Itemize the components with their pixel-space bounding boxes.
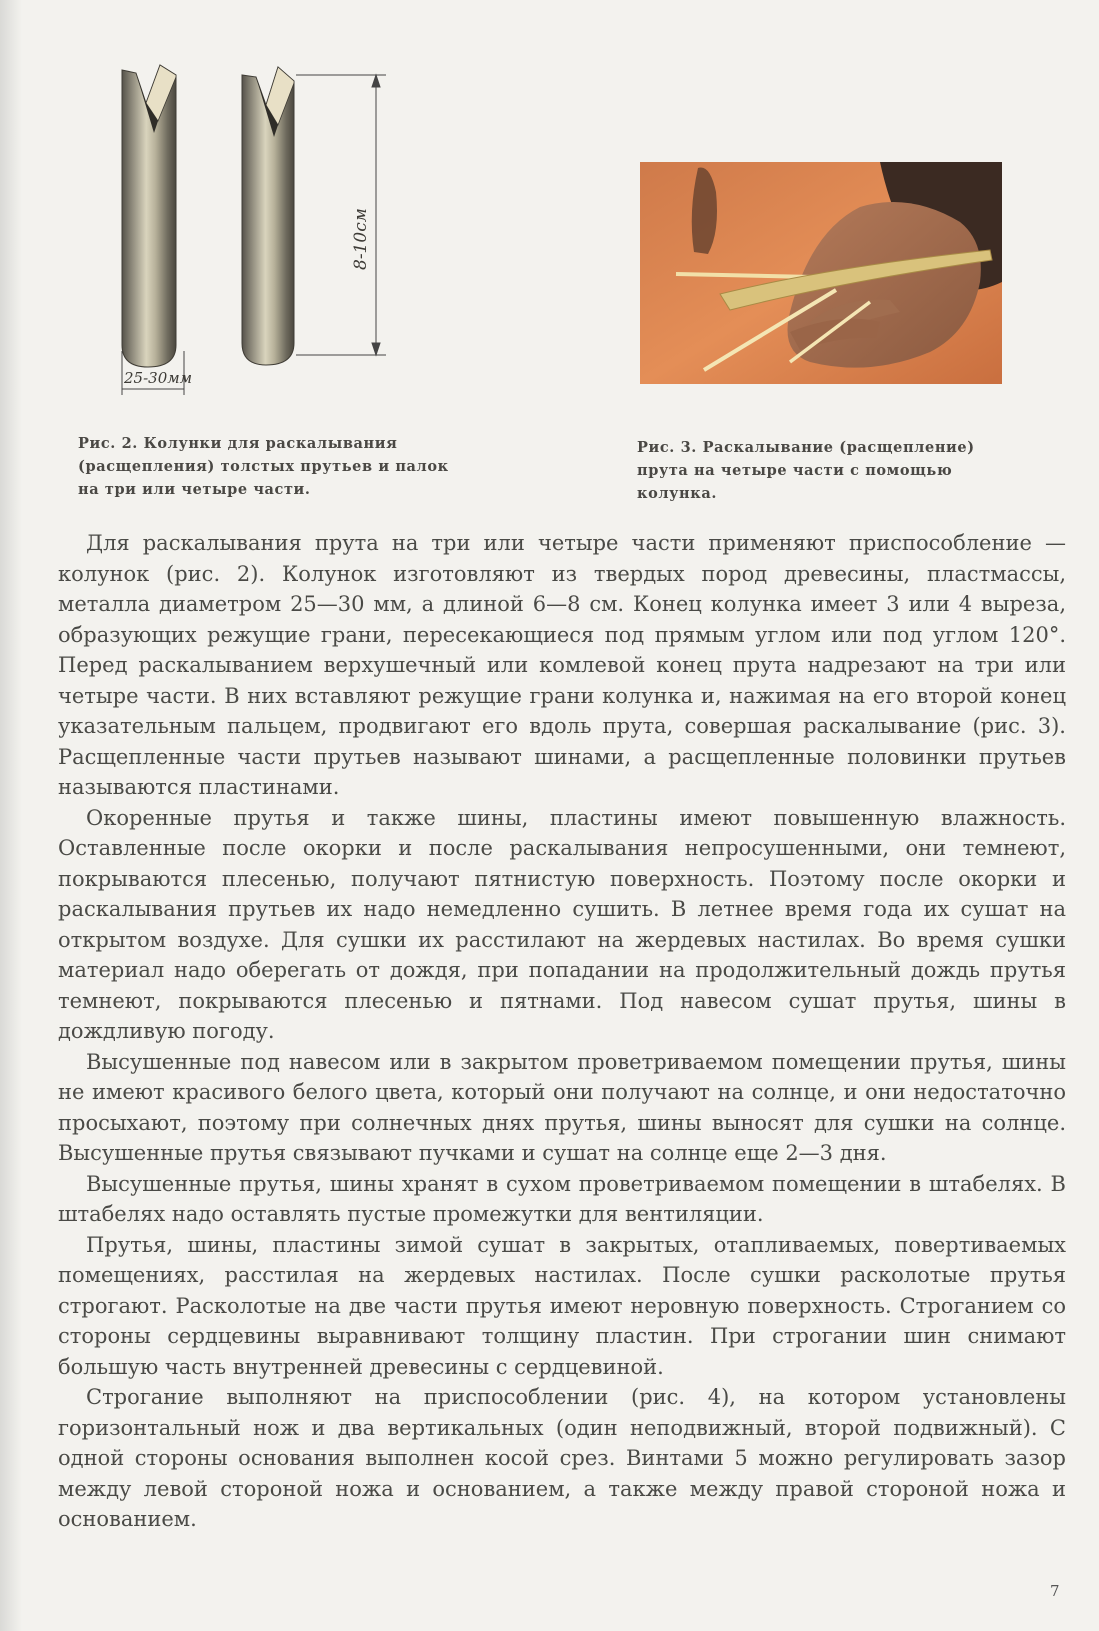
paragraph: Строгание выполняют на приспособлении (рис. 4), на котором установлены горизонтальный нож и два вертикальных (один неподвижный, второй подвижный). С одной стороны основания выполнен косой срез. Винтами 5 можно регулировать зазор между левой стороной ножа и основанием, а также между правой стороной ножа и основанием. — [58, 1385, 1066, 1531]
paragraph: Высушенные под навесом или в закрытом проветриваемом помещении прутья, шины не имеют красивого белого цвета, который они получают на солнце, и они недостаточно просыхают, поэтому при солнечных днях прутья, шины выносят для сушки на солнце. Высушенные прутья связывают пучками и сушат на солнце еще 2—3 дня. — [58, 1049, 1066, 1165]
figure-3-caption: Рис. 3. Раскалывание (расщепление) прута на четыре части с помощью колунка. — [637, 439, 975, 502]
width-dimension-label: 25-30мм — [124, 369, 193, 387]
paragraph: Окоренные прутья и также шины, пластины имеют повышенную влажность. Оставленные после окорки и после раскалывания непросушенными, они темнеют, покрываются плесенью, получают пятнистую поверхность. Поэтому после окорки и раскалывания прутьев их надо немедленно сушить. В летнее время года их сушат на открытом воздухе. Для сушки их расстилают на жердевых настилах. Во время сушки материал надо оберегать от дождя, при попадании на продолжительный дождь прутья темнеют, покрываются плесенью и пятнами. Под навесом сушат прутья, шины в дождливую погоду. — [58, 805, 1066, 1043]
body-text — [58, 528, 1066, 1535]
paragraph: Для раскалывания прута на три или четыре части применяют приспособление — колунок (рис. 2). Колунок изготовляют из твердых пород древесины, пластмассы, металла диаметром 25—30 мм, а длиной 6—8 см. Конец колунка имеет 3 или 4 выреза, образующих режущие грани, пересекающиеся под прямым углом или под углом 120°. Перед раскалыванием верхушечный или комлевой конец прута надрезают на три или четыре части. В них вставляют режущие грани колунка и, нажимая на его второй конец указательным пальцем, продвигают его вдоль прута, совершая раскалывание (рис. 3). Расщепленные части прутьев называют шинами, а расщепленные половинки прутьев называются пластинами. — [58, 531, 1066, 799]
figure-2-caption: Рис. 2. Колунки для раскалывания (расщепления) толстых прутьев и палок на три или четыре части. — [78, 435, 449, 498]
height-dimension — [296, 75, 386, 355]
paragraph: Высушенные прутья, шины хранят в сухом проветриваемом помещении в штабелях. В штабелях надо оставлять пустые промежутки для вентиляции. — [58, 1171, 1066, 1226]
tool-left — [122, 65, 176, 367]
paragraph: Прутья, шины, пластины зимой сушат в закрытых, отапливаемых, повертиваемых помещениях, расстилая на жердевых настилах. После сушки расколотые прутья строгают. Расколотые на две части прутья имеют неровную поверхность. Строганием со стороны сердцевины выравнивают толщину пластин. При строгании шин снимают большую часть внутренней древесины с сердцевиной. — [58, 1232, 1066, 1379]
tool-right — [242, 67, 294, 365]
page-binding-shadow — [0, 0, 22, 1631]
page-number: 7 — [1050, 1582, 1060, 1600]
height-dimension-label: 8-10см — [351, 208, 371, 270]
figure-3-splitting-photo — [640, 162, 1002, 384]
figure-2-splitting-tools — [100, 55, 440, 415]
